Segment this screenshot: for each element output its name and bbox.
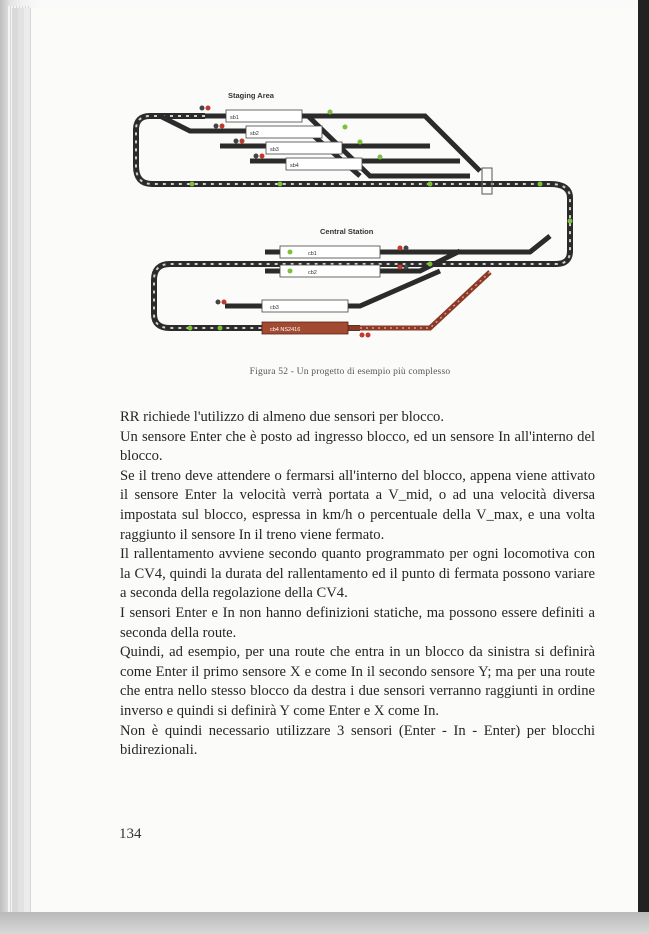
central-block-cb3-label: cb3 bbox=[270, 305, 279, 311]
track-layout-figure bbox=[130, 86, 580, 356]
figure-caption: Figura 52 - Un progetto di esempio più complesso bbox=[249, 367, 451, 377]
signal-markers bbox=[188, 106, 573, 338]
paragraph-4: Il rallentamento avviene secondo quanto programmato per ogni locomotiva con la CV4, quindi la durata del rallentamento ed il punto di fermata possono variare a seconda della regolazione della CV4. bbox=[120, 546, 595, 602]
staging-block-sb3-label: sb3 bbox=[270, 147, 279, 153]
central-block-cb1-label: cb1 bbox=[308, 251, 317, 257]
page-number: 134 bbox=[119, 826, 142, 842]
paragraph-7: Non è quindi necessario utilizzare 3 sensori (Enter - In - Enter) per blocchi bidirezionali. bbox=[120, 722, 595, 759]
paragraph-1: RR richiede l'utilizzo di almeno due sensori per blocco. bbox=[120, 409, 445, 425]
central-station-label: Central Station bbox=[320, 227, 374, 236]
staging-block-sb1-label: sb1 bbox=[230, 115, 239, 121]
central-block-cb2-label: cb2 bbox=[308, 270, 317, 276]
paragraph-3: Se il treno deve attendere o fermarsi all'interno del blocco, appena viene attivato il sensore Enter la velocità verrà portata a V_mid, o ad una velocità diversa impostata sul blocco, espressa in km/h o percentuale della V_max, e una volta raggiunto il sensore In il treno viene fermato. bbox=[120, 467, 595, 543]
central-block-cb4-label: cb4 NS2416 bbox=[270, 327, 301, 333]
page-right-edge bbox=[638, 0, 649, 934]
paragraph-5: I sensori Enter e In non hanno definizioni statiche, ma possono essere definiti a seconda della route. bbox=[120, 604, 595, 641]
paragraph-6: Quindi, ad esempio, per una route che entra in un blocco da sinistra si definirà come Enter il primo sensore X e come In il secondo sensore Y; ma per una route che entra nello stesso blocco da destra i due sensori verranno raggiunti in ordine inverso e quindi si definirà Y come Enter e X come In. bbox=[120, 644, 595, 719]
central-block-cb1 bbox=[280, 246, 380, 258]
page-bottom-edge bbox=[0, 912, 649, 934]
body-text bbox=[120, 408, 595, 761]
page-stack-edges bbox=[8, 6, 30, 916]
staging-block-sb4-label: sb4 bbox=[290, 163, 299, 169]
paragraph-2: Un sensore Enter che è posto ad ingresso blocco, ed un sensore In all'interno del blocco. bbox=[120, 428, 595, 465]
staging-area-label: Staging Area bbox=[228, 91, 274, 100]
central-block-cb2 bbox=[280, 265, 380, 277]
staging-block-sb2-label: sb2 bbox=[250, 131, 259, 137]
track-layout-diagram bbox=[130, 86, 580, 356]
